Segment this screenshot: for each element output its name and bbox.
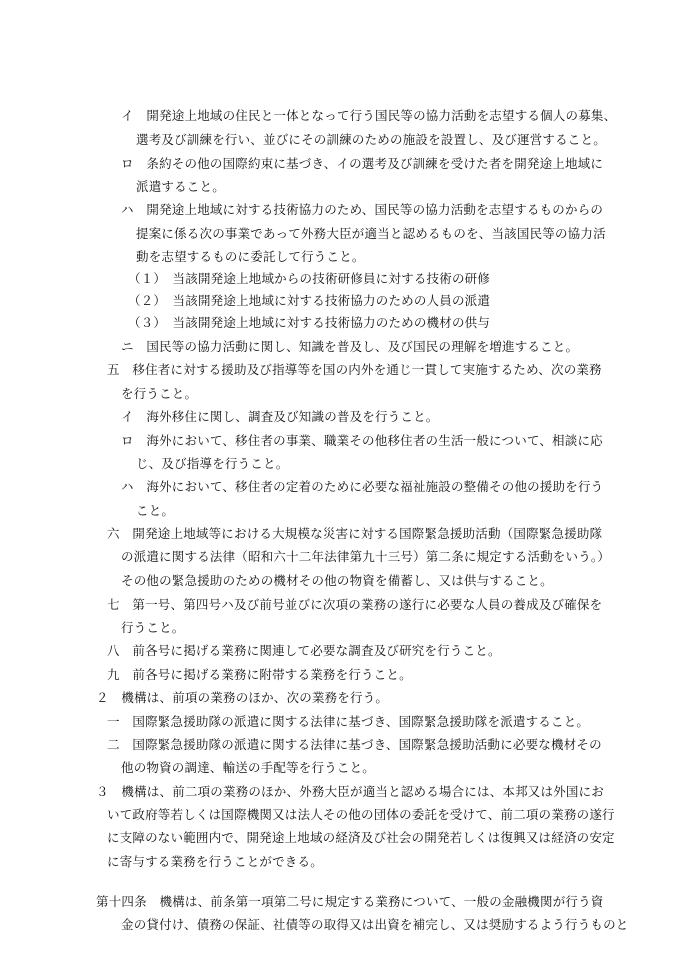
- text-line: （２） 当該開発途上地域に対する技術協力のための人員の派遣: [128, 293, 491, 308]
- text-line: じ、及び指導を行うこと。: [136, 456, 289, 471]
- text-line: ロ 海外において、移住者の事業、職業その他移住者の生活一般について、相談に応: [121, 433, 603, 448]
- text-line: 派遣すること。: [136, 179, 225, 194]
- text-line: こと。: [136, 503, 175, 518]
- text-line: 第十四条 機構は、前条第一項第二号に規定する業務について、一般の金融機関が行う資: [96, 894, 604, 909]
- text-line: 五 移住者に対する援助及び指導等を国の内外を通じ一貫して実施するため、次の業務: [107, 362, 602, 377]
- text-line: 行うこと。: [121, 620, 185, 635]
- text-line: ハ 開発途上地域に対する技術協力のため、国民等の協力活動を志望するものからの: [121, 202, 604, 217]
- text-line: 他の物資の調達、輸送の手配等を行うこと。: [121, 760, 376, 775]
- text-line: に寄与する業務を行うことができる。: [107, 854, 323, 869]
- text-line: 八 前各号に掲げる業務に関連して必要な調査及び研究を行うこと。: [107, 643, 501, 658]
- text-line: （３） 当該開発途上地域に対する技術協力のための機材の供与: [128, 315, 491, 330]
- text-line: いて政府等若しくは国際機関又は法人その他の団体の委託を受けて、前二項の業務の遂行: [107, 807, 615, 822]
- text-line: 選考及び訓練を行い、並びにその訓練のための施設を設置し、及び運営すること。: [136, 132, 606, 147]
- text-line: を行うこと。: [121, 386, 198, 401]
- text-line: ３ 機構は、前二項の業務のほか、外務大臣が適当と認める場合には、本邦又は外国にお: [96, 784, 605, 799]
- text-line: イ 開発途上地域の住民と一体となって行う国民等の協力活動を志望する個人の募集、: [121, 108, 617, 123]
- text-line: ハ 海外において、移住者の定着のために必要な福祉施設の整備その他の援助を行う: [121, 479, 604, 494]
- text-line: 一 国際緊急援助隊の派遣に関する法律に基づき、国際緊急援助隊を派遣すること。: [107, 714, 590, 729]
- text-line: 動を志望するものに委託して行うこと。: [136, 249, 365, 264]
- text-line: ロ 条約その他の国際約束に基づき、イの選考及び訓練を受けた者を開発途上地域に: [121, 156, 604, 171]
- text-line: 六 開発途上地域等における大規模な災害に対する国際緊急援助活動（国際緊急援助隊: [107, 526, 603, 541]
- text-line: ニ 国民等の協力活動に関し、知識を普及し、及び国民の理解を増進すること。: [121, 339, 579, 354]
- text-line: ２ 機構は、前項の業務のほか、次の業務を行う。: [96, 690, 389, 705]
- text-line: 七 第一号、第四号ハ及び前号並びに次項の業務の遂行に必要な人員の養成及び確保を: [107, 597, 603, 612]
- text-line: イ 海外移住に関し、調査及び知識の普及を行うこと。: [121, 409, 439, 424]
- text-line: 二 国際緊急援助隊の派遣に関する法律に基づき、国際緊急援助活動に必要な機材その: [107, 737, 602, 752]
- text-line: その他の緊急援助のための機材その他の物資を備蓄し、又は供与すること。: [121, 573, 553, 588]
- text-line: 九 前各号に掲げる業務に附帯する業務を行うこと。: [107, 667, 412, 682]
- text-line: 金の貸付け、債務の保証、社債等の取得又は出資を補完し、又は奨励するよう行うものと: [121, 917, 629, 932]
- text-line: 提案に係る次の事業であって外務大臣が適当と認めるものを、当該国民等の協力活: [136, 226, 606, 241]
- text-line: の派遣に関する法律（昭和六十二年法律第九十三号）第二条に規定する活動をいう。）: [121, 549, 611, 564]
- text-line: （１） 当該開発途上地域からの技術研修員に対する技術の研修: [128, 271, 491, 286]
- text-line: に支障のない範囲内で、開発途上地域の経済及び社会の開発若しくは復興又は経済の安定: [107, 830, 615, 845]
